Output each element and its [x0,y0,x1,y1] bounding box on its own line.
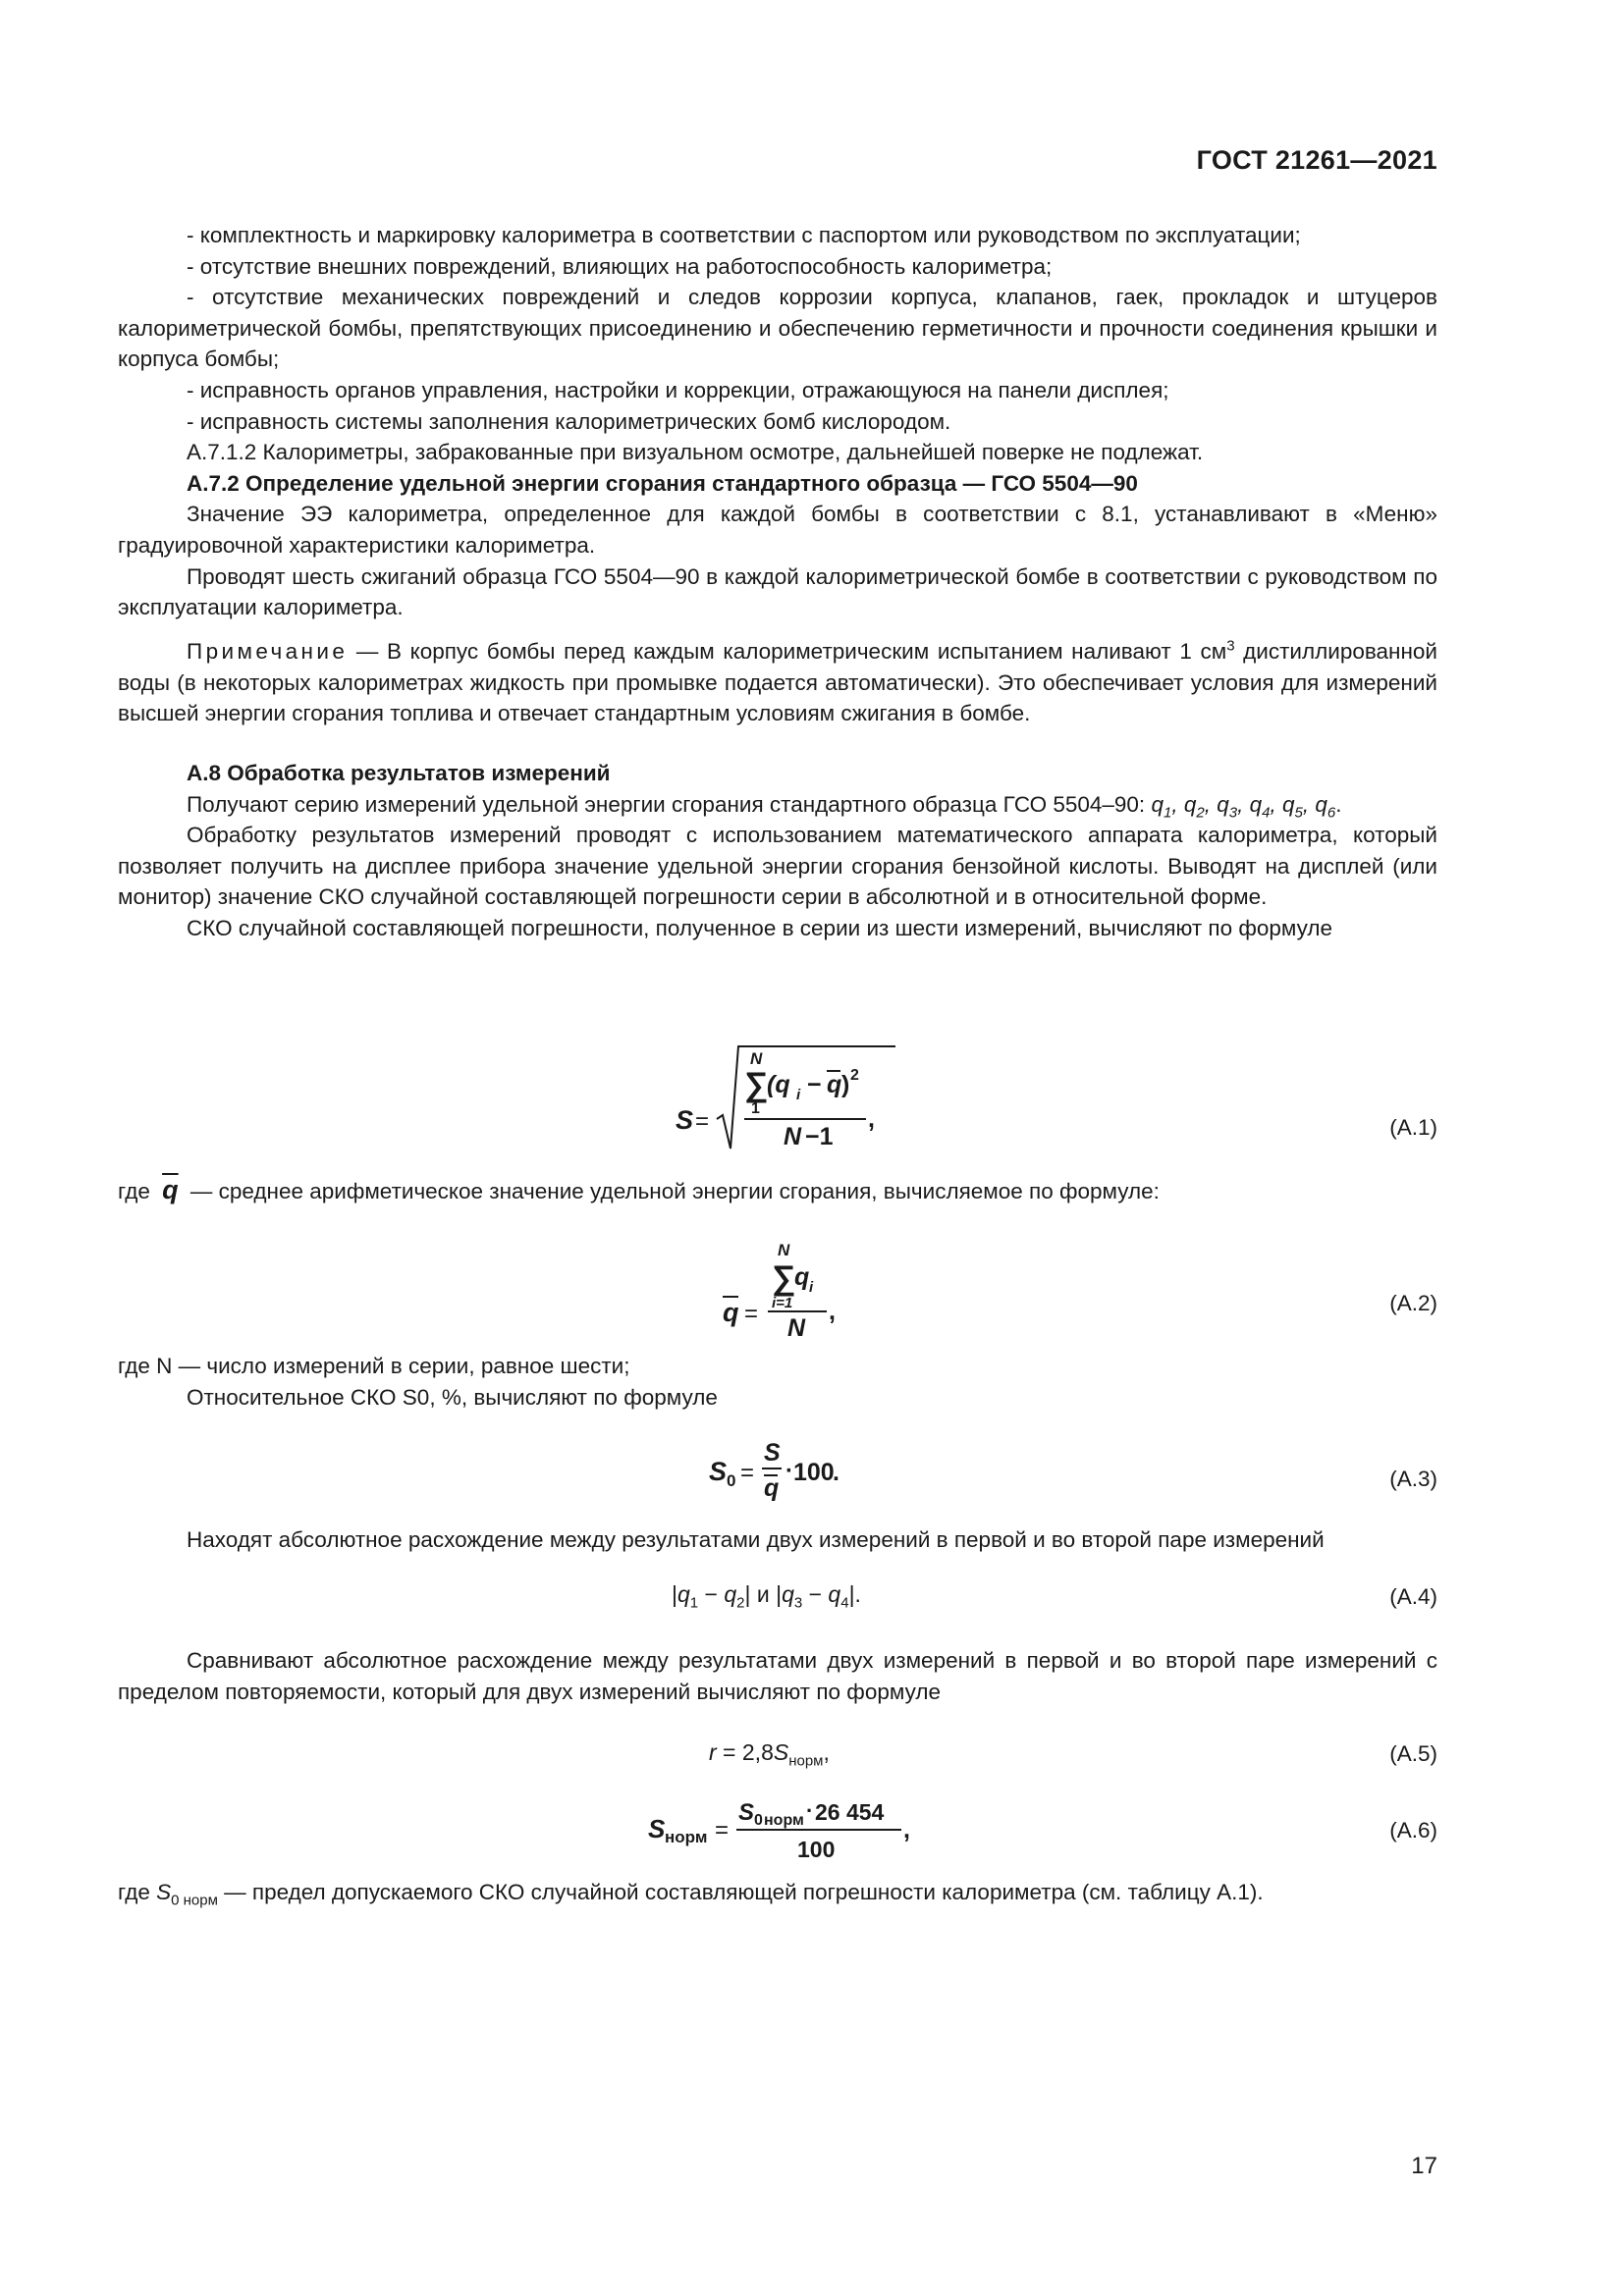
checklist-item: - отсутствие механических повреждений и следов коррозии корпуса, клапанов, гаек, прокладок и штуцеров калориметрической бомбы, препятствующих присоединению и обеспечению герметичности и прочности соединения крышки и корпуса бомбы; [118,285,1437,372]
equation-label-a1: (А.1) [1389,1115,1437,1140]
svg-text:i: i [809,1279,814,1296]
svg-text:,: , [868,1105,875,1133]
compare-text: Сравнивают абсолютное расхождение между результатами двух измерений в первой и во второй паре измерений с пределом повторяемости, который для двух измерений вычисляют по формуле [118,1648,1437,1704]
svg-text:S: S [676,1105,694,1135]
formula-a5: $r = 2,8S_{норм}$, [709,1739,830,1770]
equation-label-a2: (А.2) [1389,1291,1437,1315]
checklist-item: - комплектность и маркировку калориметра в соответствии с паспортом или руководством по эксплуатации; [187,223,1301,247]
checklist-item: - исправность системы заполнения калориметрических бомб кислородом. [187,408,951,434]
paragraph-a72-1: Значение ЭЭ калориметра, определенное для каждой бомбы в соответствии с 8.1, устанавливают в «Меню» градуировочной характеристики калориметра. [118,502,1437,558]
checklist-item: - исправность органов управления, настройки и коррекции, отражающуюся на панели дисплея; [187,377,1169,402]
series-item: $q_2$ [1183,791,1205,822]
checklist-item: - отсутствие внешних повреждений, влияющих на работоспособность калориметра; [187,253,1053,279]
formula-a6-factor: 26 454 [815,1799,885,1825]
svg-text:0: 0 [754,1812,763,1829]
svg-text:q: q [723,1298,739,1327]
formula-a3 [707,1431,874,1516]
svg-text:N: N [787,1314,806,1342]
svg-text:.: . [833,1459,839,1486]
svg-text:·: · [785,1458,793,1484]
svg-text:,: , [829,1298,836,1325]
formula-a2-graphic [721,1234,858,1352]
svg-text:0: 0 [727,1471,736,1490]
svg-text:S: S [764,1439,781,1467]
equation-label-a3: (А.3) [1389,1467,1437,1491]
section-heading-a72: А.7.2 Определение удельной энергии сгорания стандартного образца — ГСО 5504—90 [187,470,1138,496]
svg-text:(q: (q [767,1071,790,1098]
series-item: $q_4$ [1249,791,1271,822]
svg-text:i=1: i=1 [772,1295,793,1311]
formula-a4: $|q_1 - q_2|$ и $|q_3 - q_4|$. [672,1581,861,1612]
checklist-block [118,220,1437,623]
svg-text:N: N [784,1123,802,1150]
svg-text:∑: ∑ [744,1066,769,1103]
section-heading-a8: А.8 Обработка результатов измерений [187,761,611,785]
series-item: $q_6$ [1315,791,1336,822]
svg-text:−1: −1 [805,1123,834,1150]
section-a8 [118,758,1437,944]
svg-text:q: q [764,1474,780,1502]
final-where: где $S_{0 норм}$ — предел допускаемого СКО случайной составляющей погрешности калориметра (см. таблицу А.1). [118,1880,1264,1909]
equation-label-a6: (А.6) [1389,1818,1437,1842]
svg-text:N: N [778,1241,790,1259]
svg-text:1: 1 [751,1100,760,1117]
abs-diff-text: Находят абсолютное расхождение между результатами двух измерений в первой и во второй паре измерений [187,1527,1325,1552]
paragraph-a8-1: Получают серию измерений удельной энергии сгорания стандартного образца ГСО 5504–90: $q_1$, $q_2$, $q_3$, $q_4$, $q_5$, $q_6$. [187,791,1342,822]
svg-text:): ) [841,1071,850,1098]
measurement-series: $q_1$, $q_2$, $q_3$, $q_4$, $q_5$, $q_6$ [1151,791,1336,822]
svg-text:S: S [738,1799,755,1826]
svg-text:∑: ∑ [772,1259,796,1297]
svg-text:,: , [903,1816,910,1843]
formula-a1 [674,1039,899,1162]
paragraph-a8-2: Обработку результатов измерений проводят с использованием математического аппарата калориметра, который позволяет получить на дисплее прибора значение удельной энергии сгорания бензойной кислоты. Выводят на дисплей (или монитор) значение СКО случайной составляющей погрешности серии в абсолютной и в относительной форме. [118,823,1437,910]
formula-a6-sub-left: норм [665,1828,708,1846]
equation-label-a4: (А.4) [1389,1584,1437,1609]
svg-text:=: = [744,1301,759,1327]
formula-a1-graphic [674,1039,899,1156]
paragraph-a8-3: СКО случайной составляющей погрешности, полученное в серии из шести измерений, вычисляют по формуле [187,915,1333,940]
qbar-symbol: $\overline{q}$ [162,1175,179,1204]
formula-a6-graphic [646,1792,921,1871]
note-label: Примечание [187,639,349,664]
paragraph-a72-2: Проводят шесть сжиганий образца ГСО 5504—90 в каждой калориметрической бомбе в соответствии с руководством по эксплуатации калориметра. [118,563,1437,620]
svg-text:=: = [695,1108,710,1135]
series-item: $q_3$ [1217,791,1238,822]
svg-text:−: − [807,1071,822,1098]
svg-text:=: = [740,1460,755,1486]
formula-a6 [646,1792,921,1877]
where-n-text: где N — число измерений в серии, равное шести; [118,1354,630,1378]
formula-a6-sub-num: норм [764,1812,804,1829]
document-header: ГОСТ 21261—2021 [1196,145,1437,175]
clause-a712: А.7.1.2 Калориметры, забракованные при визуальном осмотре, дальнейшей поверке не подлежат. [187,440,1204,465]
note-block: Примечание — В корпус бомбы перед каждым калориметрическим испытанием наливают 1 $см^3$ дистиллированной воды (в некоторых калориметрах жидкость при промывке подается автоматически). Это обеспечивает условия для измерений высшей энергии сгорания топлива и отвечает стандартным условиям сжигания в бомбе. [118,637,1437,726]
svg-text:q: q [794,1263,810,1291]
svg-text:·: · [806,1798,814,1823]
svg-text:S: S [648,1814,666,1843]
svg-text:N: N [750,1049,763,1068]
equation-label-a5: (А.5) [1389,1741,1437,1766]
series-item: $q_1$ [1151,791,1172,822]
formula-a6-denominator: 100 [797,1837,836,1862]
svg-text:=: = [715,1817,730,1843]
formula-a2 [721,1234,858,1358]
where-n [118,1351,1437,1413]
page-number: 17 [1411,2153,1437,2179]
formula-a3-graphic [707,1431,874,1510]
formula-a3-constant: 100 [793,1459,835,1486]
svg-text:2: 2 [850,1067,859,1084]
svg-text:S: S [709,1457,728,1486]
svg-text:q: q [827,1071,842,1098]
relative-sko-text: Относительное СКО S0, %, вычисляют по формуле [187,1384,718,1410]
where-qbar: где $\overline{q}$ — среднее арифметическое значение удельной энергии сгорания, вычисляемое по формуле: [118,1175,1160,1204]
series-item: $q_5$ [1281,791,1303,822]
svg-text:i: i [796,1087,801,1103]
